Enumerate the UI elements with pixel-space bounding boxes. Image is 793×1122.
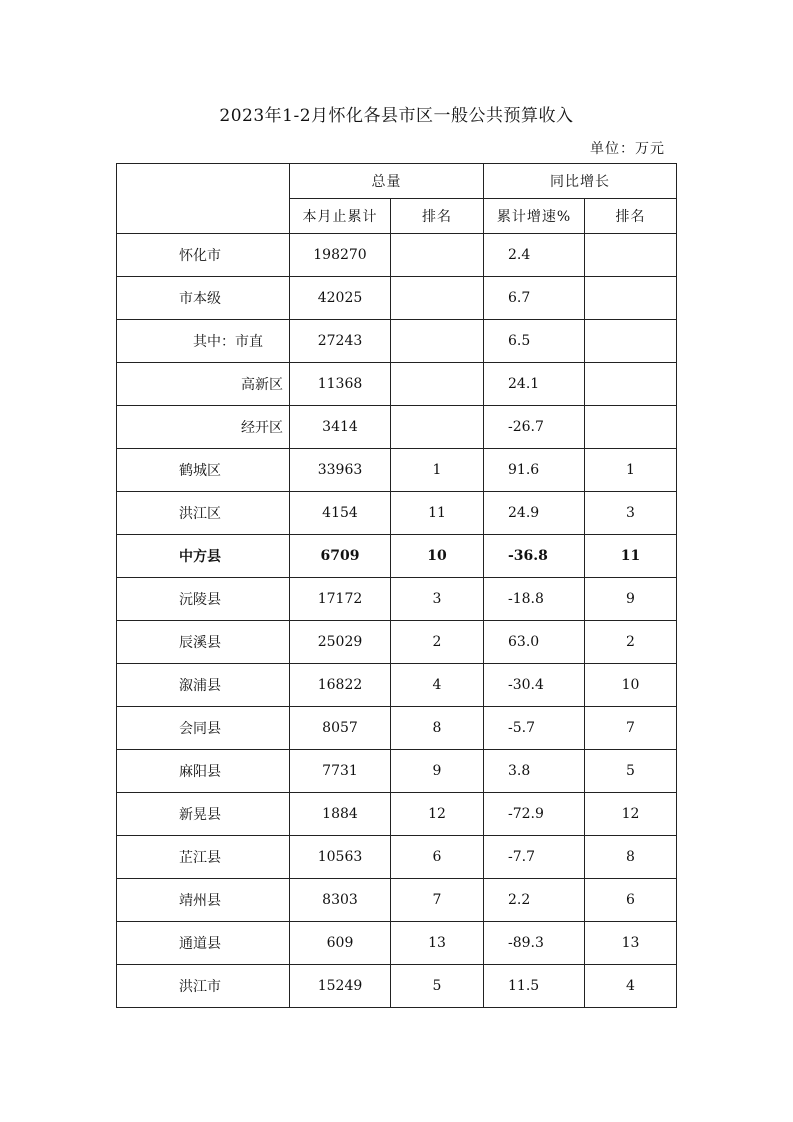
table-row <box>117 363 677 406</box>
region-name: 靖州县 <box>117 879 290 922</box>
region-name: 通道县 <box>117 922 290 965</box>
table-row <box>117 578 677 621</box>
total-value: 10563 <box>290 836 391 879</box>
total-rank: 11 <box>391 492 484 535</box>
growth-rank: 5 <box>585 750 677 793</box>
table-row <box>117 492 677 535</box>
region-name: 辰溪县 <box>117 621 290 664</box>
growth-value: -26.7 <box>484 406 585 449</box>
growth-rank: 12 <box>585 793 677 836</box>
total-rank <box>391 406 484 449</box>
region-name: 其中：市直 <box>117 320 290 363</box>
growth-value: 24.9 <box>484 492 585 535</box>
total-rank <box>391 277 484 320</box>
growth-value: 3.8 <box>484 750 585 793</box>
total-rank: 9 <box>391 750 484 793</box>
region-name: 市本级 <box>117 277 290 320</box>
revenue-table <box>116 163 677 1008</box>
total-rank: 1 <box>391 449 484 492</box>
total-value: 16822 <box>290 664 391 707</box>
region-name: 沅陵县 <box>117 578 290 621</box>
total-rank: 3 <box>391 578 484 621</box>
growth-rank: 6 <box>585 879 677 922</box>
unit-label: 单位：万元 <box>590 141 665 157</box>
growth-rank <box>585 406 677 449</box>
table-body <box>117 234 677 1008</box>
region-name: 洪江市 <box>117 965 290 1008</box>
growth-value: -18.8 <box>484 578 585 621</box>
region-name: 麻阳县 <box>117 750 290 793</box>
growth-value: 2.2 <box>484 879 585 922</box>
region-name: 芷江县 <box>117 836 290 879</box>
growth-rank: 7 <box>585 707 677 750</box>
total-rank: 13 <box>391 922 484 965</box>
total-rank <box>391 320 484 363</box>
header-col-total: 本月止累计 <box>290 199 391 234</box>
table-header <box>117 164 677 234</box>
total-value: 8303 <box>290 879 391 922</box>
growth-rank <box>585 363 677 406</box>
total-value: 27243 <box>290 320 391 363</box>
total-rank: 10 <box>391 535 484 578</box>
table-row <box>117 320 677 363</box>
growth-value: 2.4 <box>484 234 585 277</box>
header-col-total-rank: 排名 <box>391 199 484 234</box>
growth-value: -5.7 <box>484 707 585 750</box>
total-value: 15249 <box>290 965 391 1008</box>
growth-value: -89.3 <box>484 922 585 965</box>
growth-value: -7.7 <box>484 836 585 879</box>
header-group-growth: 同比增长 <box>484 164 677 199</box>
region-name: 怀化市 <box>117 234 290 277</box>
growth-rank: 8 <box>585 836 677 879</box>
total-value: 198270 <box>290 234 391 277</box>
table-row <box>117 664 677 707</box>
total-value: 609 <box>290 922 391 965</box>
header-corner-cell <box>117 164 290 234</box>
growth-rank: 1 <box>585 449 677 492</box>
region-name: 高新区 <box>117 363 290 406</box>
growth-value: -30.4 <box>484 664 585 707</box>
growth-value: 24.1 <box>484 363 585 406</box>
total-value: 11368 <box>290 363 391 406</box>
table-row <box>117 406 677 449</box>
table-row <box>117 750 677 793</box>
region-name: 鹤城区 <box>117 449 290 492</box>
table-row <box>117 879 677 922</box>
region-name: 洪江区 <box>117 492 290 535</box>
total-rank: 2 <box>391 621 484 664</box>
growth-value: -72.9 <box>484 793 585 836</box>
header-col-growth-rank: 排名 <box>585 199 677 234</box>
table-row <box>117 793 677 836</box>
region-name: 会同县 <box>117 707 290 750</box>
total-value: 4154 <box>290 492 391 535</box>
table-row <box>117 707 677 750</box>
growth-rank <box>585 277 677 320</box>
total-rank: 4 <box>391 664 484 707</box>
growth-value: 91.6 <box>484 449 585 492</box>
table-row <box>117 965 677 1008</box>
table-row-highlight <box>117 535 677 578</box>
growth-value: 6.5 <box>484 320 585 363</box>
growth-rank: 2 <box>585 621 677 664</box>
region-name: 溆浦县 <box>117 664 290 707</box>
header-group-total: 总量 <box>290 164 484 199</box>
total-rank: 7 <box>391 879 484 922</box>
table-row <box>117 449 677 492</box>
total-value: 42025 <box>290 277 391 320</box>
header-col-growth: 累计增速% <box>484 199 585 234</box>
total-rank <box>391 363 484 406</box>
total-rank: 12 <box>391 793 484 836</box>
growth-rank: 9 <box>585 578 677 621</box>
growth-rank: 10 <box>585 664 677 707</box>
total-value: 7731 <box>290 750 391 793</box>
growth-rank <box>585 234 677 277</box>
table-row <box>117 277 677 320</box>
total-value: 3414 <box>290 406 391 449</box>
table-row <box>117 922 677 965</box>
total-rank <box>391 234 484 277</box>
region-name: 新晃县 <box>117 793 290 836</box>
growth-rank: 13 <box>585 922 677 965</box>
table-row <box>117 621 677 664</box>
region-name: 中方县 <box>117 535 290 578</box>
table-row <box>117 836 677 879</box>
total-rank: 5 <box>391 965 484 1008</box>
total-value: 17172 <box>290 578 391 621</box>
growth-value: 63.0 <box>484 621 585 664</box>
total-value: 6709 <box>290 535 391 578</box>
total-value: 33963 <box>290 449 391 492</box>
page-title: 2023年1-2月怀化各县市区一般公共预算收入 <box>219 106 574 126</box>
growth-rank: 4 <box>585 965 677 1008</box>
total-rank: 6 <box>391 836 484 879</box>
growth-value: 11.5 <box>484 965 585 1008</box>
total-rank: 8 <box>391 707 484 750</box>
growth-rank <box>585 320 677 363</box>
table-row <box>117 234 677 277</box>
total-value: 25029 <box>290 621 391 664</box>
total-value: 8057 <box>290 707 391 750</box>
growth-rank: 11 <box>585 535 677 578</box>
growth-value: 6.7 <box>484 277 585 320</box>
growth-value: -36.8 <box>484 535 585 578</box>
region-name: 经开区 <box>117 406 290 449</box>
growth-rank: 3 <box>585 492 677 535</box>
total-value: 1884 <box>290 793 391 836</box>
